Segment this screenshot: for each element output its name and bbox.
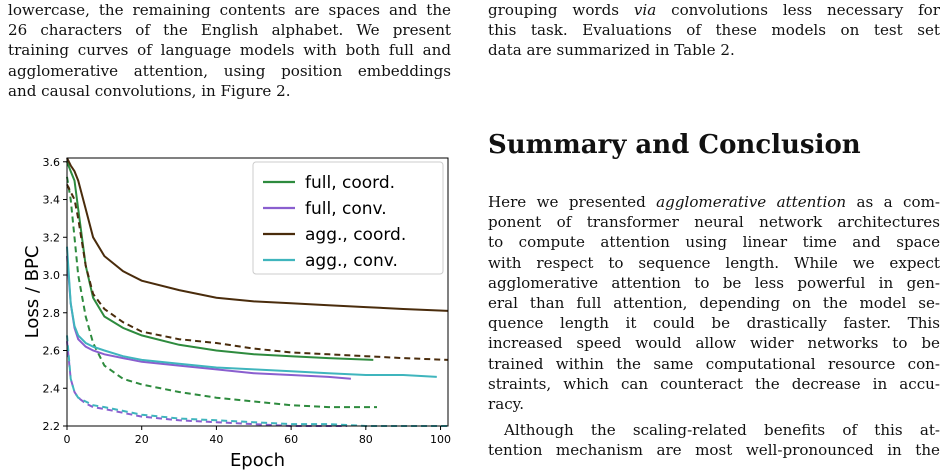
paragraph-line — [488, 354, 940, 374]
paragraph-line — [488, 293, 940, 313]
paragraph-line — [488, 232, 940, 252]
emphasis-text: via — [633, 1, 657, 19]
paragraph-line — [488, 333, 940, 353]
x-tick-label: 100 — [430, 433, 452, 446]
text-run: grouping words — [488, 1, 634, 19]
paragraph-line — [488, 394, 940, 414]
section-heading: Summary and Conclusion — [488, 130, 861, 160]
paragraph-line — [488, 212, 940, 232]
text-run: tention mechanism are most well-pronounced in the — [488, 441, 940, 460]
text-run: data are summarized in Table 2. — [488, 41, 735, 60]
paragraph-line — [488, 440, 940, 460]
right-intro-paragraph — [488, 0, 940, 61]
y-tick-label: 2.2 — [42, 420, 60, 433]
paragraph-line: and causal convolutions, in Figure 2. — [8, 81, 291, 100]
series-line-2 — [67, 256, 351, 379]
y-tick-label: 3.6 — [42, 155, 60, 169]
legend-label: agg., conv. — [305, 251, 398, 271]
text-run: this task. Evaluations of these models on test set — [488, 21, 940, 40]
paragraph-line: 26 characters of the English alphabet. We present — [8, 21, 451, 40]
paragraph-line — [488, 40, 940, 60]
paragraph-line — [488, 0, 940, 20]
text-run: Although the scaling-related benefits of this at- — [504, 421, 940, 440]
text-run: trained within the same computational resource con- — [488, 354, 940, 373]
y-axis-label: Loss / BPC — [22, 245, 43, 339]
text-run: straints, which can counteract the decrease in accu- — [488, 374, 940, 393]
y-tick-label: 2.8 — [42, 306, 60, 320]
paragraph-line — [488, 374, 940, 394]
x-axis-label: Epoch — [229, 450, 286, 471]
y-tick-label: 3.0 — [42, 269, 60, 283]
text-run: increased speed would allow wider networks to be — [488, 334, 940, 353]
paragraph-line — [488, 20, 940, 40]
paragraph-line — [488, 253, 940, 273]
paragraph-line — [488, 192, 940, 212]
text-run: Here we presented — [488, 193, 657, 211]
text-run: as a com- — [846, 193, 941, 211]
emphasis-text: agglomerative attention — [656, 193, 847, 211]
paragraph-line — [488, 273, 940, 293]
x-tick-label: 60 — [284, 433, 299, 446]
paragraph-line: lowercase, the remaining contents are spaces and the — [8, 1, 451, 19]
paragraph-line — [488, 420, 940, 440]
y-tick-label: 2.6 — [42, 344, 60, 358]
y-tick-label: 3.2 — [42, 231, 60, 245]
text-run: eral than full attention, depending on the model se- — [488, 294, 940, 313]
y-tick-label: 2.4 — [42, 382, 60, 396]
x-tick-label: 40 — [209, 433, 224, 446]
paragraph-line — [488, 313, 940, 333]
summary-paragraph — [488, 192, 940, 461]
text-run: convolutions less necessary for — [656, 1, 940, 19]
paragraph-line: agglomerative attention, using position embeddings — [8, 61, 451, 80]
legend-label: full, conv. — [305, 199, 387, 219]
paragraph-line: training curves of language models with both full and — [8, 41, 451, 60]
x-tick-label: 80 — [358, 433, 373, 446]
x-tick-label: 20 — [134, 433, 149, 446]
text-run: quence length it could be drastically faster. This — [488, 314, 940, 333]
y-tick-label: 3.4 — [42, 193, 60, 207]
x-tick-label: 0 — [63, 433, 71, 446]
text-run: agglomerative attention to be less powerful in gen- — [488, 273, 940, 292]
text-run: to compute attention using linear time and space — [488, 233, 940, 252]
text-run: racy. — [488, 395, 524, 414]
text-run: with respect to sequence length. While we expect — [488, 253, 940, 272]
left-paragraph — [8, 0, 451, 101]
legend-label: full, coord. — [305, 173, 396, 193]
legend-label: agg., coord. — [305, 225, 407, 245]
figure-2-chart — [0, 148, 470, 471]
text-run: ponent of transformer neural network architectures — [488, 213, 940, 232]
